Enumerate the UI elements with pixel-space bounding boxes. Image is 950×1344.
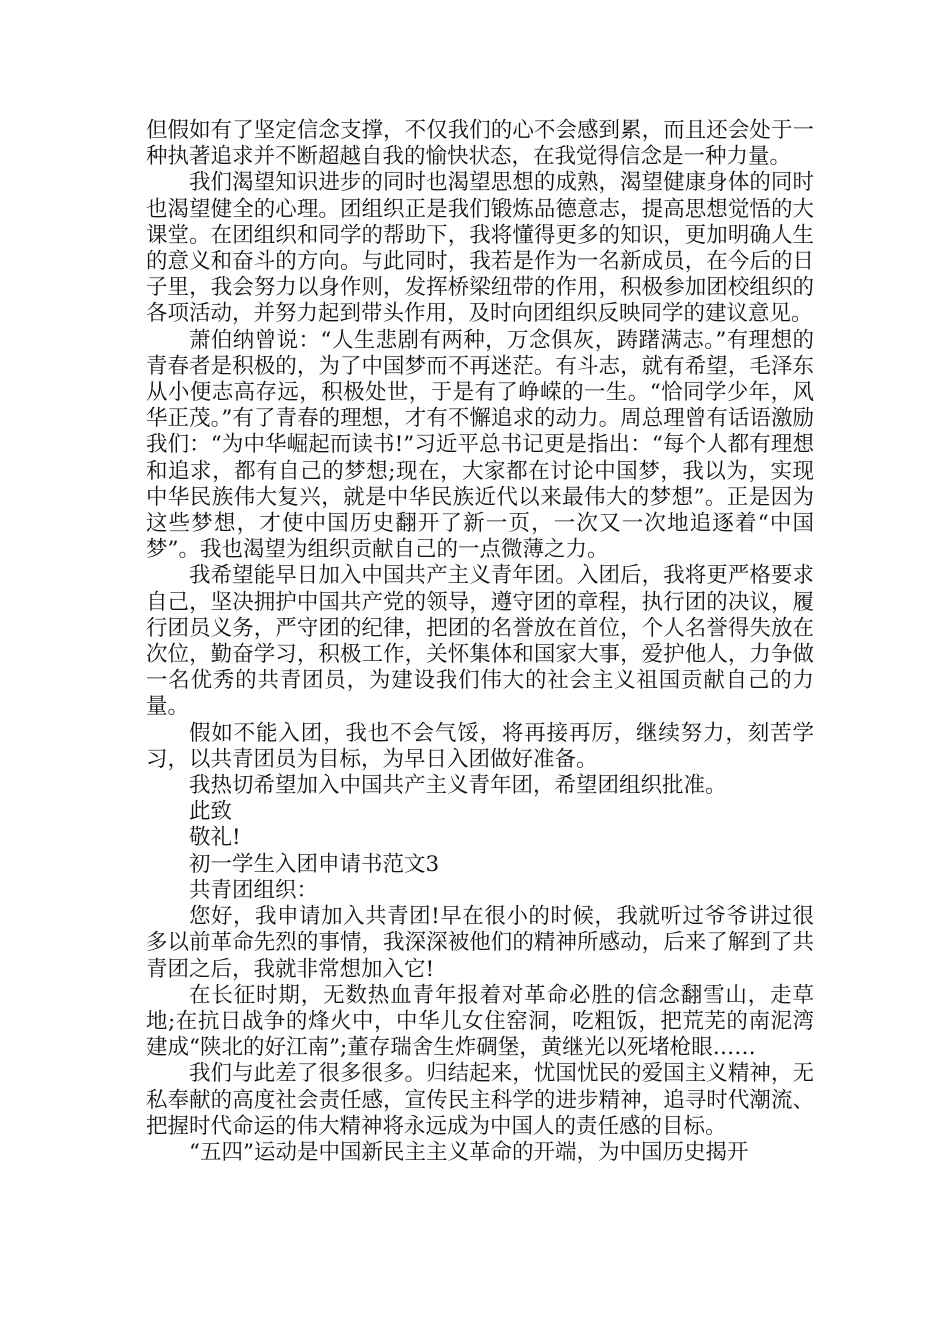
letter-addressee: 共青团组织： (189, 877, 319, 903)
document-page (146, 118, 814, 1166)
paragraph-5: 假如不能入团，我也不会气馁，将再接再厉，继续努力，刻苦学习，以共青团员为目标，为早日入团做好准备。 (146, 720, 814, 772)
paragraph-6: 我热切希望加入中国共产主义青年团，希望团组织批准。 (189, 773, 727, 799)
paragraph-3: 萧伯纳曾说：“人生悲剧有两种，万念俱灰，踌躇满志。”有理想的青春者是积极的，为了中国梦而不再迷茫。有斗志，就有希望，毛泽东从小便志高存远，积极处世，于是有了峥嵘的一生。“恰同学少年，风华正茂。”有了青春的理想，才有不懈追求的动力。周总理曾有话语激励我们：“为中华崛起而读书!”习近平总书记更是指出：“每个人都有理想和追求，都有自己的梦想;现在，大家都在讨论中国梦，我以为，实现中华民族伟大复兴，就是中华民族近代以来最伟大的梦想”。正是因为这些梦想，才使中国历史翻开了新一页，一次又一次地追逐着“中国梦”。我也渴望为组织贡献自己的一点微薄之力。 (146, 327, 814, 563)
section-heading: 初一学生入团申请书范文3 (189, 851, 440, 877)
paragraph-2: 我们渴望知识进步的同时也渴望思想的成熟，渴望健康身体的同时也渴望健全的心理。团组织正是我们锻炼品德意志，提高思想觉悟的大课堂。在团组织和同学的帮助下，我将懂得更多的知识，更加明确人生的意义和奋斗的方向。与此同时，我若是作为一名新成员，在今后的日子里，我会努力以身作则，发挥桥梁纽带的作用，积极参加团校组织的各项活动，并努力起到带头作用，及时向团组织反映同学的建议意见。 (146, 170, 814, 327)
closing-regards: 敬礼! (189, 825, 241, 851)
paragraph-10: “五四”运动是中国新民主主义革命的开端，为中国历史揭开 (189, 1139, 749, 1165)
paragraph-4: 我希望能早日加入中国共产主义青年团。入团后，我将更严格要求自己，坚决拥护中国共产党的领导，遵守团的章程，执行团的决议，履行团员义务，严守团的纪律，把团的名誉放在首位，个人名誉得失放在次位，勤奋学习，积极工作，关怀集体和国家大事，爱护他人，力争做一名优秀的共青团员，为建设我们伟大的社会主义祖国贡献自己的力量。 (146, 563, 814, 720)
closing-salutation: 此致 (189, 799, 233, 825)
paragraph-8: 在长征时期，无数热血青年报着对革命必胜的信念翻雪山，走草地;在抗日战争的烽火中，中华儿女住窑洞，吃粗饭，把荒芜的南泥湾建成“陕北的好江南”;董存瑞舍生炸碉堡，黄继光以死堵枪眼…… (146, 982, 814, 1061)
paragraph-7: 您好，我申请加入共青团!早在很小的时候，我就听过爷爷讲过很多以前革命先烈的事情，我深深被他们的精神所感动，后来了解到了共青团之后，我就非常想加入它! (146, 904, 814, 982)
paragraph-1: 但假如有了坚定信念支撑，不仅我们的心不会感到累，而且还会处于一种执著追求并不断超越自我的愉快状态，在我觉得信念是一种力量。 (146, 118, 814, 170)
paragraph-9: 我们与此差了很多很多。归结起来，忧国忧民的爱国主义精神，无私奉献的高度社会责任感，宣传民主科学的进步精神，追寻时代潮流、把握时代命运的伟大精神将永远成为中国人的责任感的目标。 (146, 1061, 814, 1139)
